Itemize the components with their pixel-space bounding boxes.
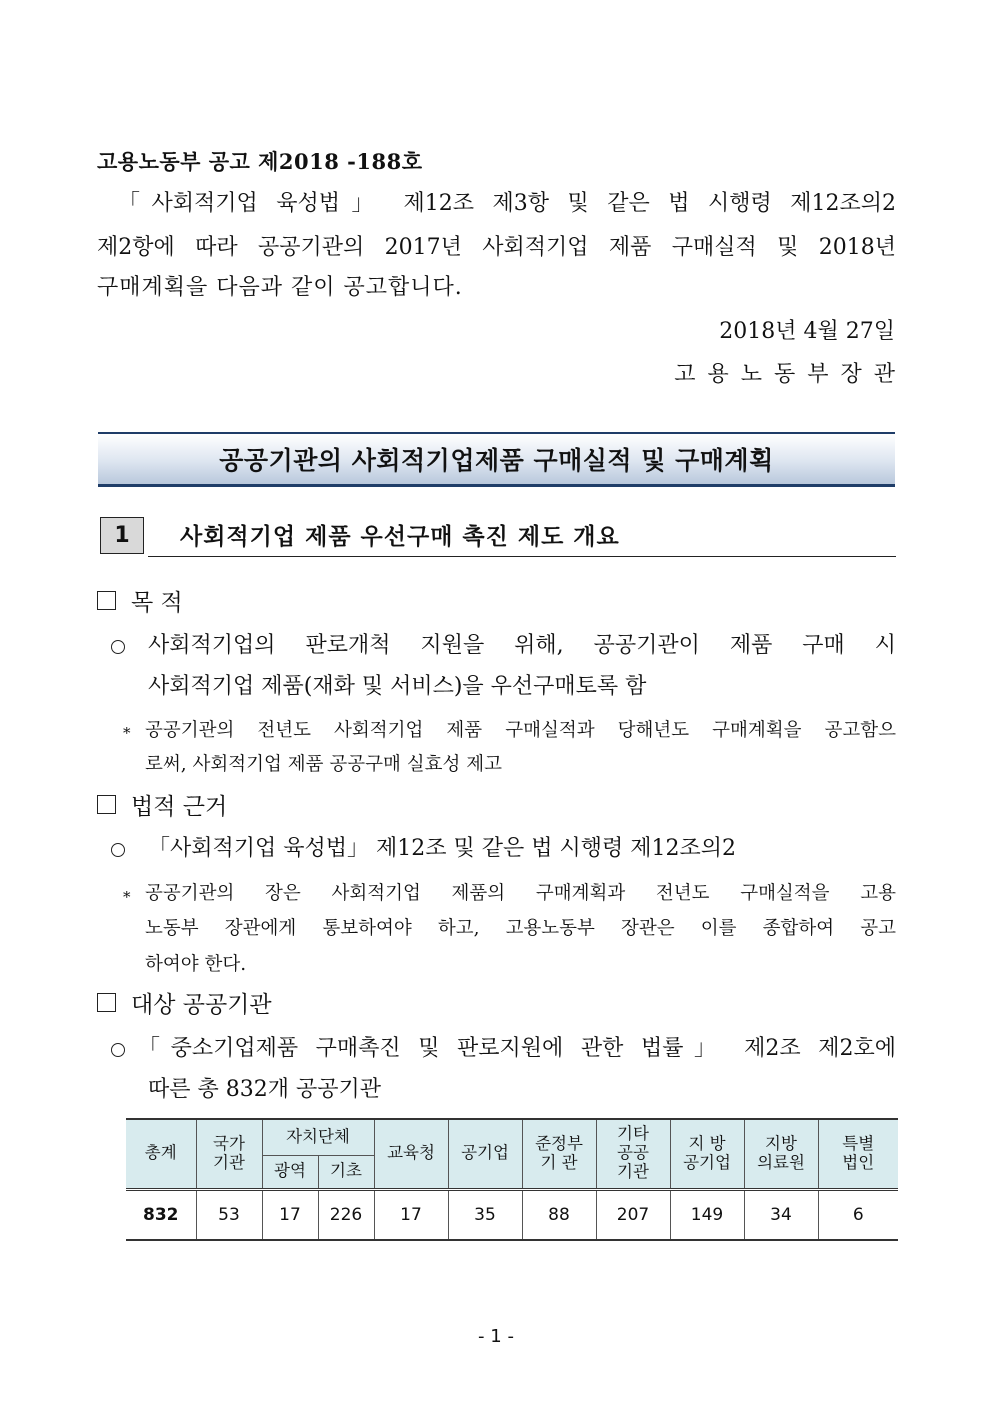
document-title-banner (98, 432, 895, 487)
purpose-note-line-1: 공공기관의 전년도 사회적기업 제품 구매실적과 당해년도 구매계획을 공고함으 (145, 720, 896, 741)
cell-local-medical: 34 (744, 1189, 818, 1240)
asterisk-icon: * (123, 888, 131, 906)
purpose-heading-text: 목 적 (131, 590, 183, 616)
circle-bullet-icon (111, 843, 125, 857)
header-local-medical: 지방 의료원 (744, 1119, 818, 1189)
section-divider (148, 556, 896, 557)
header-total: 총계 (126, 1119, 196, 1189)
cell-quasi-gov: 88 (522, 1189, 596, 1240)
header-local-corp: 지 방 공기업 (670, 1119, 744, 1189)
intro-line-1: 「사회적기업 육성법」 제12조 제3항 및 같은 법 시행령 제12조의2 (118, 191, 896, 216)
target-bullet-line-2: 따른 총 832개 공공기관 (148, 1077, 381, 1102)
checkbox-square-icon (97, 993, 116, 1012)
cell-basic: 226 (318, 1189, 374, 1240)
purpose-heading (97, 584, 183, 617)
purpose-note-line-2: 로써, 사회적기업 제품 공공구매 실효성 제고 (145, 754, 502, 775)
header-special-corp: 특별 법인 (818, 1119, 898, 1189)
circle-bullet-icon (111, 640, 125, 654)
header-national: 국가 기관 (196, 1119, 262, 1189)
document-title: 공공기관의 사회적기업제품 구매실적 및 구매계획 (219, 446, 774, 475)
header-metro: 광역 (262, 1155, 318, 1189)
legal-note-line-2: 노동부 장관에게 통보하여야 하고, 고용노동부 장관은 이를 종합하여 공고 (145, 918, 896, 939)
header-quasi-gov: 준정부 기 관 (522, 1119, 596, 1189)
checkbox-square-icon (97, 591, 116, 610)
header-other-public: 기타 공공 기관 (596, 1119, 670, 1189)
page-number: - 1 - (478, 1326, 514, 1347)
cell-metro: 17 (262, 1189, 318, 1240)
header-local-gov: 자치단체 (262, 1119, 374, 1155)
notice-date: 2018년 4월 27일 (719, 319, 895, 344)
asterisk-icon: * (123, 724, 131, 742)
cell-other-public: 207 (596, 1189, 670, 1240)
intro-line-3: 구매계획을 다음과 같이 공고합니다. (97, 275, 463, 300)
legal-note-line-3: 하여야 한다. (145, 954, 247, 975)
institution-count-table (126, 1118, 898, 1241)
notice-number: 고용노동부 공고 제2018 -188호 (97, 149, 423, 174)
checkbox-square-icon (97, 795, 116, 814)
circle-bullet-icon (111, 1043, 125, 1057)
cell-education: 17 (374, 1189, 448, 1240)
cell-special-corp: 6 (818, 1189, 898, 1240)
header-education: 교육청 (374, 1119, 448, 1189)
cell-total: 832 (126, 1189, 196, 1240)
section-title: 사회적기업 제품 우선구매 촉진 제도 개요 (180, 524, 620, 550)
header-public-corp: 공기업 (448, 1119, 522, 1189)
section-number-box: 1 (100, 517, 144, 554)
legal-basis-bullet: 「사회적기업 육성법」 제12조 및 같은 법 시행령 제12조의2 (148, 836, 736, 861)
cell-local-corp: 149 (670, 1189, 744, 1240)
legal-note-line-1: 공공기관의 장은 사회적기업 제품의 구매계획과 전년도 구매실적을 고용 (145, 883, 896, 904)
target-heading-text: 대상 공공기관 (131, 992, 272, 1018)
header-basic: 기초 (318, 1155, 374, 1189)
legal-basis-heading-text: 법적 근거 (131, 794, 228, 820)
cell-national: 53 (196, 1189, 262, 1240)
issuer-name: 고용노동부장관 (674, 362, 907, 387)
target-heading (97, 986, 272, 1019)
purpose-bullet-line-1: 사회적기업의 판로개척 지원을 위해, 공공기관이 제품 구매 시 (148, 633, 896, 658)
target-bullet-line-1: 「중소기업제품 구매촉진 및 판로지원에 관한 법률」 제2조 제2호에 (138, 1036, 896, 1061)
legal-basis-heading (97, 788, 227, 821)
purpose-bullet-line-2: 사회적기업 제품(재화 및 서비스)을 우선구매토록 함 (148, 674, 647, 699)
cell-public-corp: 35 (448, 1189, 522, 1240)
intro-line-2: 제2항에 따라 공공기관의 2017년 사회적기업 제품 구매실적 및 2018년 (97, 235, 896, 260)
